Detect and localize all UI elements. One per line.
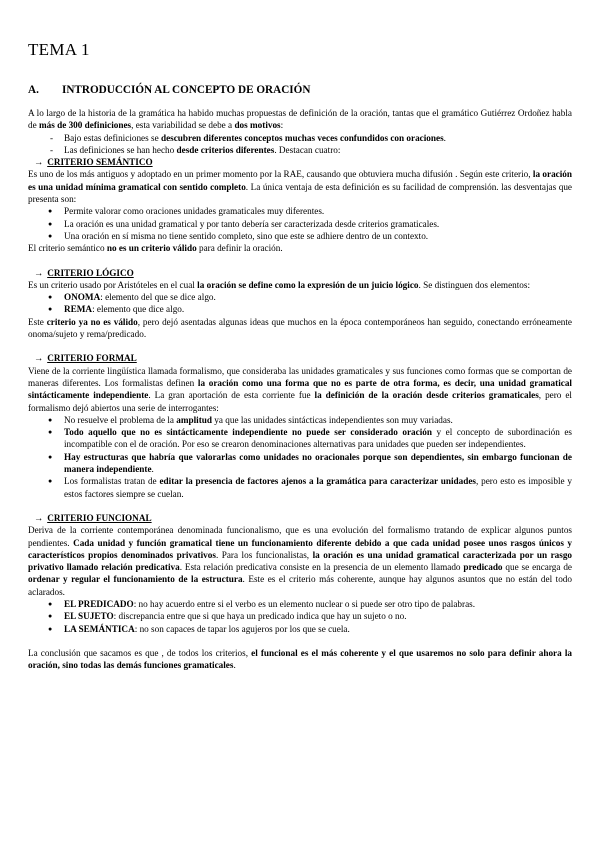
dash-icon: -	[50, 144, 54, 155]
dash-item: - Las definiciones se han hecho desde criterios diferentes. Destacan cuatro:	[50, 144, 341, 155]
funcional-paragraph: Deriva de la corriente contemporánea denominada funcionalismo, que es una evolución del formalismo tratando de explicar algunos puntos pendientes. Cada unidad y función gramatical tiene un funcionamiento diferente debido a que cada unidad posee unos rasgos únicos y característicos propios denominados privativos. Para los funcionalistas, la oración es una unidad gramatical caracterizada por un rasgo privativo llamado relación predicativa. Esta relación predicativa consiste en la presencia de un elemento llamado predicado que se encarga de ordenar y regular el funcionamiento de la estructura. Este es el criterio más coherente, aunque hay algunos asuntos que no están del todo aclarados.	[28, 525, 573, 597]
bullet-icon: ●	[48, 293, 53, 302]
logico-paragraph: Es un criterio usado por Aristóteles en el cual la oración se define como la expresión de un juicio lógico. Se distinguen dos elementos:	[28, 279, 531, 290]
list-item: ● EL PREDICADO: no hay acuerdo entre si el verbo es un elemento nuclear o si puede ser otro tipo de palabras.	[48, 598, 476, 609]
formal-list	[28, 414, 572, 500]
dash-item: - Bajo estas definiciones se descubren diferentes conceptos muchas veces confundidos con oraciones.	[50, 132, 446, 143]
bullet-icon: ●	[48, 477, 53, 486]
list-item: ● No resuelve el problema de la amplitud ya que las unidades sintácticas independientes son muy variadas.	[48, 414, 453, 425]
arrow-icon: →	[34, 157, 44, 168]
list-item: ● LA SEMÁNTICA: no son capaces de tapar los agujeros por los que se cuela.	[48, 623, 350, 634]
heading-criterio-funcional: → CRITERIO FUNCIONAL	[34, 512, 152, 523]
logico-list	[28, 291, 572, 316]
list-item: ● EL SUJETO: discrepancia entre que si que haya un predicado indica que hay un sujeto o no.	[48, 611, 407, 622]
funcional-list	[28, 598, 572, 635]
section-heading	[28, 84, 310, 96]
section-title: INTRODUCCIÓN AL CONCEPTO DE ORACIÓN	[62, 84, 311, 96]
list-item: ● Una oración en sí misma no tiene sentido completo, sino que este se adhiere dentro de un contexto.	[48, 230, 429, 241]
heading-criterio-logico: → CRITERIO LÓGICO	[34, 267, 134, 278]
heading-criterio-formal: → CRITERIO FORMAL	[34, 353, 137, 364]
bullet-icon: ●	[48, 428, 53, 437]
semantico-conclusion: El criterio semántico no es un criterio válido para definir la oración.	[28, 243, 283, 254]
list-item: ● Todo aquello que no es sintácticamente independiente no puede ser considerado oración y el concepto de subordinación es incompatible con el de oración. Por eso se crearon denominaciones alternativas para unidades que pueden ser independientes.	[48, 427, 573, 450]
bullet-icon: ●	[48, 415, 53, 424]
document-title: TEMA 1	[28, 40, 90, 59]
dash-icon: -	[50, 132, 54, 143]
list-item: ● Hay estructuras que habría que valorarlas como unidades no oracionales porque son dependientes, sin embargo funcionan de manera independiente.	[48, 451, 572, 475]
list-item: ● Permite valorar como oraciones unidades gramaticales muy diferentes.	[48, 206, 325, 217]
intro-paragraph: A lo largo de la historia de la gramática ha habido muchas propuestas de definición de la oración, tantas que el gramático Gutiérrez Ordoñez habla de más de 300 definiciones, esta variabilidad se debe a dos motivos:	[28, 108, 572, 131]
section-number: A.	[28, 84, 39, 96]
bullet-icon: ●	[48, 452, 53, 461]
bullet-icon: ●	[48, 207, 53, 216]
list-item: ● ONOMA: elemento del que se dice algo.	[48, 292, 216, 303]
heading-criterio-semantico: → CRITERIO SEMÁNTICO	[34, 157, 153, 168]
bullet-icon: ●	[48, 231, 53, 240]
conclusion-paragraph: La conclusión que sacamos es que , de todos los criterios, el funcional es el más coherente y el que usaremos no solo para definir ahora la oración, sino todas las demás funciones gramaticales.	[28, 647, 572, 671]
arrow-icon: →	[34, 512, 44, 523]
arrow-icon: →	[34, 267, 44, 278]
bullet-icon: ●	[48, 612, 53, 621]
list-item: ● La oración es una unidad gramatical y por tanto debería ser caracterizada desde criterios gramaticales.	[48, 218, 440, 229]
bullet-icon: ●	[48, 219, 53, 228]
arrow-icon: →	[34, 353, 44, 364]
semantico-paragraph: Es uno de los más antiguos y adoptado en un primer momento por la RAE, causando que obtuviera mucha difusión . Según este criterio, la oración es una unidad mínima gramatical con sentido completo. La única ventaja de esta definición es su facilidad de comprensión. las desventajas que presenta son:	[28, 169, 573, 205]
list-item: ● REMA: elemento que dice algo.	[48, 304, 185, 315]
bullet-icon: ●	[48, 305, 53, 314]
list-item: ● Los formalistas tratan de editar la presencia de factores ajenos a la gramática para caracterizar unidades, pero esto es imposible y estos factores siempre se cuelan.	[48, 476, 572, 499]
bullet-icon: ●	[48, 599, 53, 608]
semantico-list	[28, 205, 572, 242]
document-body	[28, 107, 572, 671]
formal-paragraph: Viene de la corriente lingüística llamada formalismo, que consideraba las unidades gramaticales y sus funciones como formas que se comportan de maneras diferentes. Los formalistas definen la oración como una forma que no es parte de otra forma, es decir, una unidad gramatical sintácticamente independiente. La gran aportación de esta corriente fue la definición de la oración desde criterios gramaticales, pero el formalismo dejó abiertos una serie de interrogantes:	[28, 365, 572, 413]
bullet-icon: ●	[48, 624, 53, 633]
logico-conclusion: Este criterio ya no es válido, pero dejó asentadas algunas ideas que muchos en la época contemporáneos han seguido, conectando erróneamente onoma/sujeto y rema/predicado.	[28, 316, 572, 340]
